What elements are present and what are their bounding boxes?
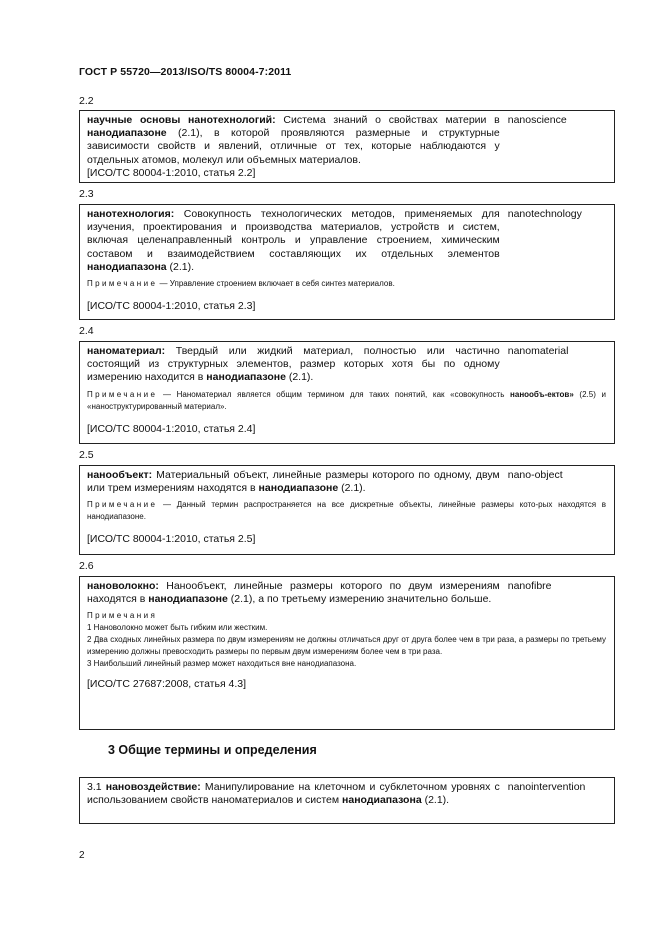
- entry-number: 2.6: [79, 560, 94, 572]
- entry-number: 2.3: [79, 188, 94, 200]
- term: нановоздействие:: [105, 781, 201, 793]
- term-entry-2-3: [79, 204, 615, 320]
- term-entry-2-2: [79, 110, 615, 183]
- english-term: nano-object: [507, 469, 563, 481]
- source-reference: [ИСО/ТС 80004-1:2010, статья 2.5]: [87, 533, 256, 546]
- page-number: 2: [79, 850, 85, 861]
- note-item: 1 Нановолокно может быть гибким или жестким.: [87, 623, 268, 633]
- term-entry-2-4: [79, 341, 615, 444]
- entry-number: 2.5: [79, 449, 94, 461]
- notes-heading: Примечания: [87, 611, 158, 621]
- term-entry-2-5: [79, 465, 615, 555]
- term-entry-3-1: [79, 777, 615, 824]
- source-reference: [ИСО/ТС 80004-1:2010, статья 2.3]: [87, 300, 256, 313]
- definition: нановолокно: Нанообъект, линейные размеры которого по двум измерениям находятся в нанодиапазоне (2.1), а по третьему измерению значительно больше.: [87, 580, 500, 606]
- source-reference: [ИСО/ТС 27687:2008, статья 4.3]: [87, 678, 247, 691]
- note: Примечание — Наноматериал является общим термином для таких понятий, как «совокупность нанообъ-ектов» (2.5) и «наноструктурированный материал».: [87, 389, 606, 411]
- definition: нанотехнология: Совокупность технологических методов, применяемых для изучения, проектирования и производства материалов, устройств и систем, включая целенаправленный контроль и управление строением, химическим составом и взаимодействием составляющих их отдельных элементов нанодиапазона (2.1).: [87, 208, 500, 273]
- english-term: nanofibre: [507, 580, 552, 592]
- english-term: nanomaterial: [507, 345, 569, 357]
- term: нанотехнология:: [87, 208, 175, 220]
- source-reference: [ИСО/ТС 80004-1:2010, статья 2.4]: [87, 422, 256, 435]
- term: нановолокно:: [87, 580, 159, 592]
- section-heading: 3 Общие термины и определения: [108, 743, 317, 757]
- document-header: ГОСТ Р 55720—2013/ISO/TS 80004-7:2011: [79, 66, 292, 78]
- definition: нанообъект: Материальный объект, линейные размеры которого по одному, двум или трем измерениям находятся в нанодиапазоне (2.1).: [87, 469, 500, 495]
- entry-number: 2.2: [79, 95, 94, 107]
- note-item: 2 Два сходных линейных размера по двум измерениям не должны отличаться друг от друга более чем в три раза, а размеры по третьему измерению должны превосходить размеры по первым двум измерениям более чем в три раза.: [87, 635, 606, 657]
- entry-number: 2.4: [79, 325, 94, 337]
- source-reference: [ИСО/ТС 80004-1:2010, статья 2.2]: [87, 166, 256, 179]
- note: Примечание — Управление строением включает в себя синтез материалов.: [87, 279, 395, 289]
- english-term: nanotechnology: [507, 208, 582, 220]
- term: нанообъект:: [87, 469, 153, 481]
- definition: наноматериал: Твердый или жидкий материал, полностью или частично состоящий из структурных элементов, размер которых хотя бы по одному измерению находится в нанодиапазоне (2.1).: [87, 345, 500, 384]
- note-item: 3 Наибольший линейный размер может находиться вне нанодиапазона.: [87, 659, 357, 669]
- term: наноматериал:: [87, 345, 166, 357]
- term-entry-2-6: [79, 576, 615, 730]
- note: Примечание — Данный термин распространяется на все дискретные объекты, линейные размеры кото-рых находятся в нанодиапазоне.: [87, 500, 606, 522]
- definition: научные основы нанотехнологий: Система знаний о свойствах материи в нанодиапазоне (2.1), в которой проявляются размерные и структурные зависимости свойств и явлений, отличные от тех, которые наблюдаются у отдельных атомов, молекул или объемных материалов.: [87, 114, 500, 166]
- definition: 3.1 нановоздействие: Манипулирование на клеточном и субклеточном уровнях с использованием свойств наноматериалов и систем нанодиапазона (2.1).: [87, 781, 500, 807]
- english-term: nanointervention: [507, 781, 586, 793]
- english-term: nanoscience: [507, 114, 567, 126]
- term: научные основы нанотехнологий:: [87, 114, 276, 126]
